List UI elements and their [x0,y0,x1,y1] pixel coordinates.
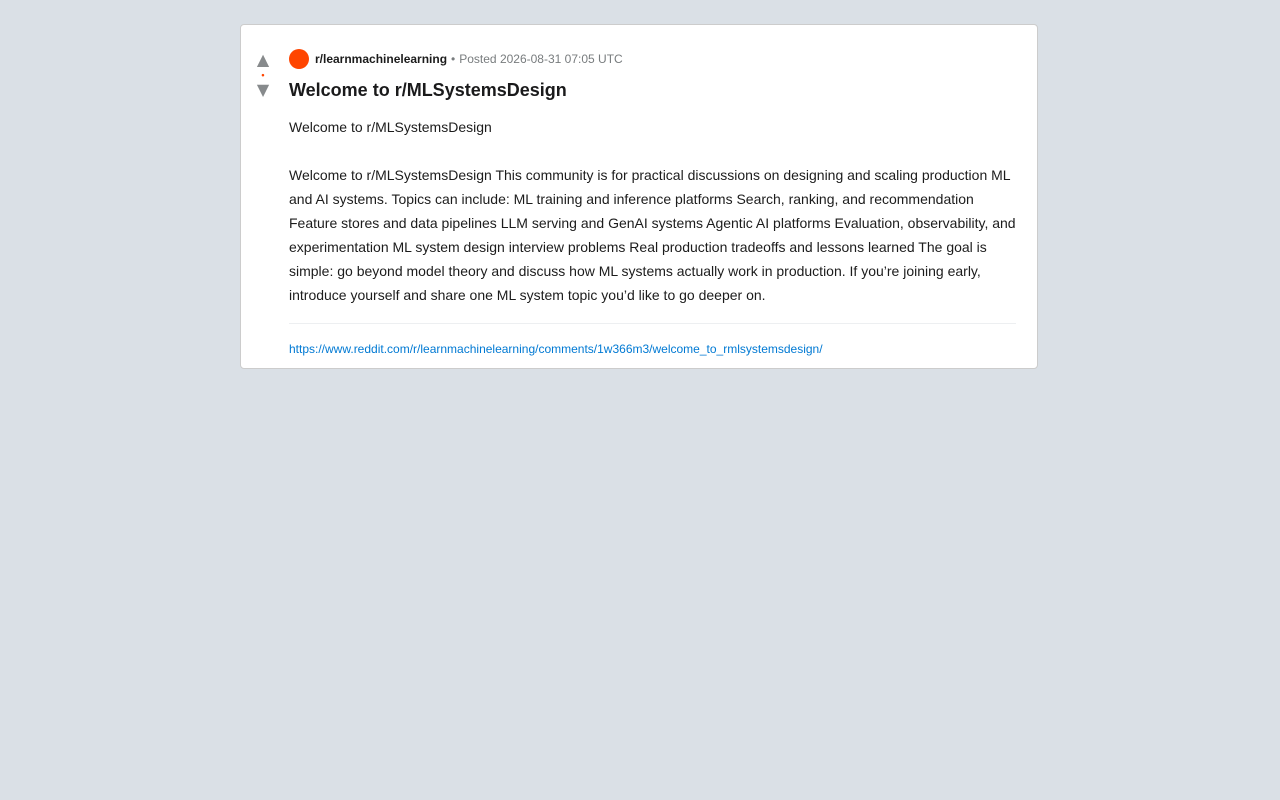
post-body [289,115,1016,307]
post-body-paragraph: Welcome to r/MLSystemsDesign [289,119,492,135]
vote-score: • [261,70,265,80]
post-timestamp: Posted 2026-08-31 07:05 UTC [459,52,623,66]
post-body-paragraph: Welcome to r/MLSystemsDesign This community is for practical discussions on designing and scaling production ML and AI systems. Topics can include: ML training and inference platforms Search, ranking, and recommendation Feature stores and data pipelines LLM serving and GenAI systems Agentic AI platforms Evaluation, observability, and experimentation ML system design interview problems Real production tradeoffs and lessons learned The goal is simple: go beyond model theory and discuss how ML systems actually work in production. If you’re joining early, introduce yourself and share one ML system topic you’d like to go deeper on. [289,167,1016,303]
post-card [240,24,1038,369]
subreddit-avatar-icon[interactable] [289,49,309,69]
downvote-arrow-icon[interactable]: ▼ [256,80,270,99]
post-title[interactable]: Welcome to r/MLSystemsDesign [289,80,567,100]
vote-column [253,51,273,99]
subreddit-link[interactable]: r/learnmachinelearning [315,52,448,66]
post-content [289,49,1016,358]
post-permalink[interactable]: https://www.reddit.com/r/learnmachinelearning/comments/1w366m3/welcome_to_rmlsystemsdesign/ [289,342,823,356]
meta-separator: • [451,52,456,66]
upvote-arrow-icon[interactable]: ▲ [256,50,270,69]
post-meta [289,49,1016,69]
divider [289,323,1016,324]
